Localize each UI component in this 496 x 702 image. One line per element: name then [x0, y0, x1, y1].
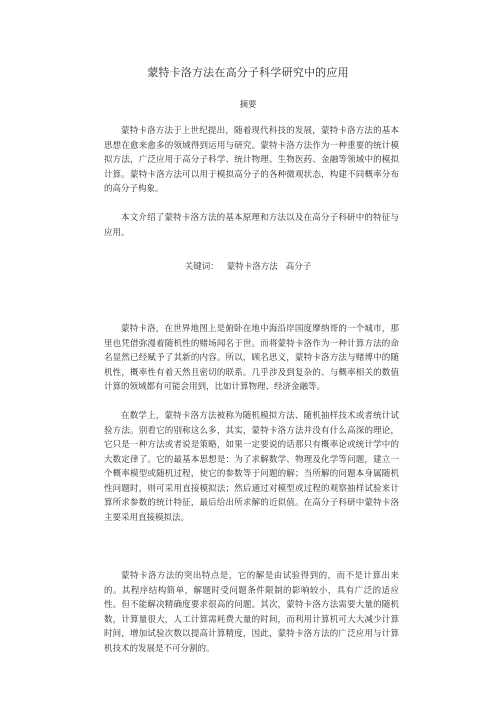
keyword-2: 高分子: [285, 262, 312, 272]
abstract-paragraph-2: 本文介绍了蒙特卡洛方法的基本原理和方法以及在高分子科研中的特征与应用。: [104, 213, 399, 238]
keywords-label: 关键词：: [184, 262, 219, 272]
body-paragraph-2: 在数学上，蒙特卡洛方法被称为随机模拟方法、随机抽样技术或者统计试验方法。别看它的别称这么多，其实，蒙特卡洛方法并没有什么高深的理论，它只是一种方法或者说是策略，如果一定要说的话那只有概率论或统计学中的大数定律了。它的最基本思想是：为了求解数学、物理及化学等问题，建立一个概率模型或随机过程，使它的参数等于问题的解；当所解的问题本身属随机性问题时，则可采用直接模拟法；然后通过对模型或过程的观察抽样试验来计算所求参数的统计特征，最后给出所求解的近似值。在高分子科研中蒙特卡洛主要采用直接模拟法。: [104, 411, 399, 523]
abstract-paragraph-1: 蒙特卡洛方法于上世纪提出，随着现代科技的发展，蒙特卡洛方法的基本思想在愈来愈多的领域得到运用与研究。蒙特卡洛方法作为一种重要的统计模拟方法，广泛应用于高分子科学、统计物理、生物医药、金融等领域中的模拟计算。蒙特卡洛方法可以用于模拟高分子的各种微观状态，构建不同概率分布的高分子构象。: [104, 126, 399, 194]
body-paragraph-1: 蒙特卡洛，在世界地图上是俯卧在地中海沿岸国度摩纳哥的一个城市，那里也凭借弥漫着随机性的赌场闻名于世。而将蒙特卡洛作为一种计算方法的命名显然已经赋予了其新的内容。所以，顾名思义，蒙特卡洛方法与赌博中的随机性，概率性有着天然且密切的联系。几乎涉及到复杂的、与概率相关的数值计算的领域都有可能会用到，比如计算物理、经济金融等。: [104, 324, 399, 392]
abstract-heading: 摘要: [239, 100, 257, 110]
body-paragraph-3: 蒙特卡洛方法的突出特点是，它的解是由试验得到的，而不是计算出来的。其程序结构简单，解题时受问题条件限制的影响较小，具有广泛的适应性。但不能解决精确度要求很高的问题。其次，蒙特卡洛方法需要大量的随机数，计算量很大，人工计算需耗费大量的时间，而利用计算机可大大减少计算时间，增加试验次数以提高计算精度，因此，蒙特卡洛方法的广泛应用与计算机技术的发展是不可分割的。: [104, 571, 399, 654]
keyword-1: 蒙特卡洛方法: [226, 262, 278, 272]
document-title: 蒙特卡洛方法在高分子科学研究中的应用: [147, 66, 349, 79]
keywords-line: [0, 261, 496, 273]
